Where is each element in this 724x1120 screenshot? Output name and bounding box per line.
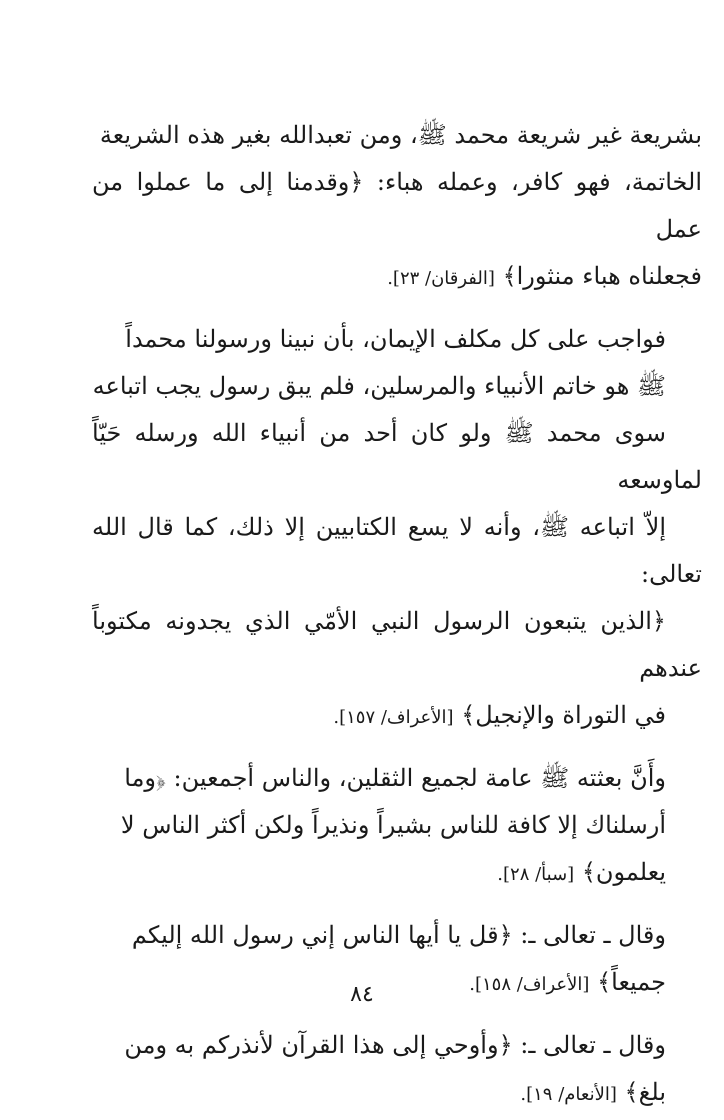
line-text: فجعلناه هباء منثورا﴾ — [502, 262, 702, 290]
line-text: بشريعة غير شريعة محمد ﷺ، ومن تعبدالله بغير هذه الشريعة — [99, 121, 702, 149]
line-text: بلغ﴾ — [624, 1078, 666, 1106]
line-text: يعلمون﴾ — [581, 858, 666, 886]
line-text: أرسلناك إلا كافة للناس بشيراً ونذيراً ولكن أكثر الناس لا — [120, 811, 666, 839]
book-page — [92, 112, 702, 1106]
line-text: ﷺ هو خاتم الأنبياء والمرسلين، فلم يبق رسول يجب اتباعه — [92, 372, 666, 400]
line-text: جميعاً﴾ — [597, 968, 666, 996]
paragraph — [92, 112, 702, 302]
line-text: إلاّ اتباعه ﷺ، وأنه لا يسع الكتابيين إلا ذلك، كما قال الله تعالى: — [92, 513, 702, 588]
text-line — [92, 912, 702, 959]
text-line — [92, 112, 702, 159]
citation-ref: [الأعراف/ ١٥٨]. — [469, 974, 590, 995]
text-line — [92, 159, 702, 253]
paragraph — [92, 1022, 702, 1118]
citation-ref: [سبأ/ ٢٨]. — [497, 864, 575, 885]
text-line — [92, 316, 702, 363]
line-text: سوى محمد ﷺ ولو كان أحد من أنبياء الله ورسله حَيّاً لماوسعه — [92, 419, 702, 494]
text-line — [92, 598, 702, 692]
paragraph — [92, 316, 702, 741]
page-number: ٨٤ — [350, 982, 374, 1007]
line-text: الخاتمة، فهو كافر، وعمله هباء: ﴿وقدمنا إلى ما عملوا من عمل — [92, 168, 702, 243]
text-line — [92, 802, 702, 849]
line-text: وقال ـ تعالى ـ: ﴿وأوحي إلى هذا القرآن لأنذركم به ومن — [124, 1031, 666, 1059]
line-text: وأَنَّ بعثته ﷺ عامة لجميع الثقلين، والناس أجمعين: ﴿وما — [124, 764, 666, 792]
text-line — [92, 692, 702, 741]
text-line — [92, 1069, 702, 1118]
line-text: في التوراة والإنجيل﴾ — [461, 701, 666, 729]
text-line — [92, 755, 702, 802]
text-line — [92, 253, 702, 302]
text-line — [92, 1022, 702, 1069]
text-line — [92, 849, 702, 898]
paragraph — [92, 755, 702, 898]
line-text: فواجب على كل مكلف الإيمان، بأن نبينا ورسولنا محمداً — [125, 325, 666, 353]
text-line — [92, 410, 702, 504]
citation-ref: [الأعراف/ ١٥٧]. — [333, 707, 454, 728]
citation-ref: [الفرقان/ ٢٣]. — [387, 268, 495, 289]
line-text: ﴿الذين يتبعون الرسول النبي الأمّي الذي يجدونه مكتوباً عندهم — [92, 607, 702, 682]
line-text: وقال ـ تعالى ـ: ﴿قل يا أيها الناس إني رسول الله إليكم — [131, 921, 666, 949]
text-line — [92, 504, 702, 598]
citation-ref: [الأنعام/ ١٩]. — [520, 1084, 617, 1105]
text-line — [92, 363, 702, 410]
